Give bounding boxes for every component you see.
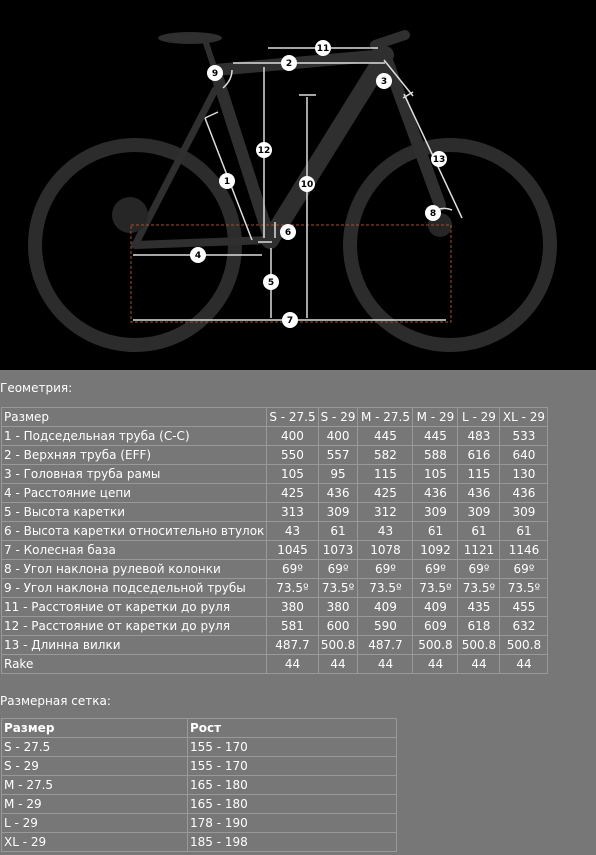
table-cell: L - 29 <box>2 814 188 833</box>
table-cell: 1045 <box>267 541 318 560</box>
table-cell: 436 <box>413 484 458 503</box>
row-label: 3 - Головная труба рамы <box>2 465 267 484</box>
row-label: 2 - Верхняя труба (EFF) <box>2 446 267 465</box>
row-label: 7 - Колесная база <box>2 541 267 560</box>
badge-12: 12 <box>257 146 271 156</box>
table-cell: 588 <box>413 446 458 465</box>
table-cell: 69º <box>267 560 318 579</box>
table-cell: 115 <box>358 465 413 484</box>
table-cell: M - 29 <box>2 795 188 814</box>
table-cell: 600 <box>318 617 358 636</box>
badge-6: 6 <box>284 228 292 238</box>
header-cell: S - 29 <box>318 408 358 427</box>
table-header-row <box>2 408 548 427</box>
table-cell: 483 <box>458 427 500 446</box>
table-cell: 500.8 <box>500 636 548 655</box>
header-cell: M - 27.5 <box>358 408 413 427</box>
table-row <box>2 522 548 541</box>
row-label: 11 - Расстояние от каретки до руля <box>2 598 267 617</box>
table-cell: 618 <box>458 617 500 636</box>
header-cell: M - 29 <box>413 408 458 427</box>
geometry-table <box>1 407 548 674</box>
table-cell: 313 <box>267 503 318 522</box>
table-row <box>2 738 397 757</box>
badge-2: 2 <box>285 59 293 69</box>
table-cell: 155 - 170 <box>188 757 397 776</box>
table-cell: 632 <box>500 617 548 636</box>
row-label: 13 - Длинна вилки <box>2 636 267 655</box>
badge-13: 13 <box>432 155 446 165</box>
header-cell: XL - 29 <box>500 408 548 427</box>
size-table <box>1 718 397 852</box>
table-cell: 1078 <box>358 541 413 560</box>
table-row <box>2 446 548 465</box>
table-row <box>2 427 548 446</box>
table-cell: 115 <box>458 465 500 484</box>
table-cell: 581 <box>267 617 318 636</box>
table-cell: 44 <box>318 655 358 674</box>
table-cell: 69º <box>318 560 358 579</box>
table-row <box>2 617 548 636</box>
table-row <box>2 795 397 814</box>
row-label: 4 - Расстояние цепи <box>2 484 267 503</box>
table-cell: 69º <box>458 560 500 579</box>
table-cell: 178 - 190 <box>188 814 397 833</box>
table-cell: 500.8 <box>318 636 358 655</box>
table-cell: 409 <box>413 598 458 617</box>
table-cell: 61 <box>500 522 548 541</box>
table-cell: 73.5º <box>500 579 548 598</box>
table-cell: 487.7 <box>267 636 318 655</box>
row-label: 1 - Подседельная труба (C-C) <box>2 427 267 446</box>
table-cell: 44 <box>358 655 413 674</box>
table-row <box>2 465 548 484</box>
table-cell: 616 <box>458 446 500 465</box>
table-row <box>2 776 397 795</box>
table-row <box>2 579 548 598</box>
table-row <box>2 636 548 655</box>
table-cell: 582 <box>358 446 413 465</box>
row-label: 5 - Высота каретки <box>2 503 267 522</box>
table-cell: 425 <box>358 484 413 503</box>
table-cell: XL - 29 <box>2 833 188 852</box>
table-cell: 590 <box>358 617 413 636</box>
table-cell: 487.7 <box>358 636 413 655</box>
table-cell: 1146 <box>500 541 548 560</box>
table-cell: 69º <box>413 560 458 579</box>
badge-3: 3 <box>380 77 388 87</box>
header-cell: Размер <box>2 719 188 738</box>
table-cell: 43 <box>358 522 413 541</box>
table-cell: 165 - 180 <box>188 795 397 814</box>
table-cell: 436 <box>318 484 358 503</box>
table-cell: S - 29 <box>2 757 188 776</box>
badge-5: 5 <box>267 278 275 288</box>
table-row <box>2 814 397 833</box>
table-cell: 155 - 170 <box>188 738 397 757</box>
table-cell: 73.5º <box>413 579 458 598</box>
table-cell: 105 <box>413 465 458 484</box>
table-cell: 309 <box>500 503 548 522</box>
table-header-row <box>2 719 397 738</box>
table-cell: 69º <box>358 560 413 579</box>
table-cell: 557 <box>318 446 358 465</box>
table-cell: 436 <box>500 484 548 503</box>
row-label: 8 - Угол наклона рулевой колонки <box>2 560 267 579</box>
badge-8: 8 <box>429 209 437 219</box>
row-label: Rake <box>2 655 267 674</box>
table-row <box>2 560 548 579</box>
table-row <box>2 757 397 776</box>
table-cell: 1092 <box>413 541 458 560</box>
row-label: 6 - Высота каретки относительно втулок <box>2 522 267 541</box>
table-cell: 105 <box>267 465 318 484</box>
table-cell: 400 <box>267 427 318 446</box>
table-cell: 73.5º <box>358 579 413 598</box>
table-cell: 640 <box>500 446 548 465</box>
table-cell: 309 <box>458 503 500 522</box>
badge-4: 4 <box>194 251 202 261</box>
badge-11: 11 <box>316 44 330 54</box>
table-cell: 69º <box>500 560 548 579</box>
table-cell: 500.8 <box>413 636 458 655</box>
table-cell: 43 <box>267 522 318 541</box>
table-cell: 500.8 <box>458 636 500 655</box>
table-cell: 425 <box>267 484 318 503</box>
table-cell: 609 <box>413 617 458 636</box>
table-cell: 61 <box>458 522 500 541</box>
table-cell: 165 - 180 <box>188 776 397 795</box>
table-cell: S - 27.5 <box>2 738 188 757</box>
table-cell: 455 <box>500 598 548 617</box>
table-row <box>2 655 548 674</box>
table-cell: 409 <box>358 598 413 617</box>
badge-1: 1 <box>223 177 231 187</box>
table-cell: 312 <box>358 503 413 522</box>
badge-7: 7 <box>286 316 294 326</box>
header-cell: Рост <box>188 719 397 738</box>
table-row <box>2 503 548 522</box>
bike-diagram-svg <box>0 0 596 370</box>
table-cell: 445 <box>358 427 413 446</box>
table-cell: 61 <box>413 522 458 541</box>
bike-geometry-diagram <box>0 0 596 370</box>
table-cell: 309 <box>413 503 458 522</box>
table-cell: 44 <box>267 655 318 674</box>
table-cell: 44 <box>458 655 500 674</box>
table-row <box>2 541 548 560</box>
table-cell: 400 <box>318 427 358 446</box>
table-row <box>2 833 397 852</box>
header-cell: S - 27.5 <box>267 408 318 427</box>
table-row <box>2 484 548 503</box>
table-row <box>2 598 548 617</box>
table-cell: 185 - 198 <box>188 833 397 852</box>
badge-10: 10 <box>300 180 314 190</box>
geometry-title: Геометрия: <box>0 381 73 395</box>
table-cell: 435 <box>458 598 500 617</box>
table-cell: 1121 <box>458 541 500 560</box>
sizes-title: Размерная сетка: <box>0 694 111 708</box>
table-cell: 1073 <box>318 541 358 560</box>
table-cell: 550 <box>267 446 318 465</box>
table-cell: 73.5º <box>458 579 500 598</box>
header-cell: L - 29 <box>458 408 500 427</box>
table-cell: M - 27.5 <box>2 776 188 795</box>
table-cell: 309 <box>318 503 358 522</box>
row-label: 9 - Угол наклона подседельной трубы <box>2 579 267 598</box>
table-cell: 436 <box>458 484 500 503</box>
header-cell: Размер <box>2 408 267 427</box>
table-cell: 44 <box>413 655 458 674</box>
table-cell: 380 <box>318 598 358 617</box>
table-cell: 44 <box>500 655 548 674</box>
table-cell: 380 <box>267 598 318 617</box>
table-cell: 73.5º <box>267 579 318 598</box>
table-cell: 445 <box>413 427 458 446</box>
table-cell: 533 <box>500 427 548 446</box>
row-label: 12 - Расстояние от каретки до руля <box>2 617 267 636</box>
table-cell: 73.5º <box>318 579 358 598</box>
badge-9: 9 <box>211 69 219 79</box>
table-cell: 61 <box>318 522 358 541</box>
table-cell: 130 <box>500 465 548 484</box>
front-wheel <box>350 145 550 345</box>
table-cell: 95 <box>318 465 358 484</box>
